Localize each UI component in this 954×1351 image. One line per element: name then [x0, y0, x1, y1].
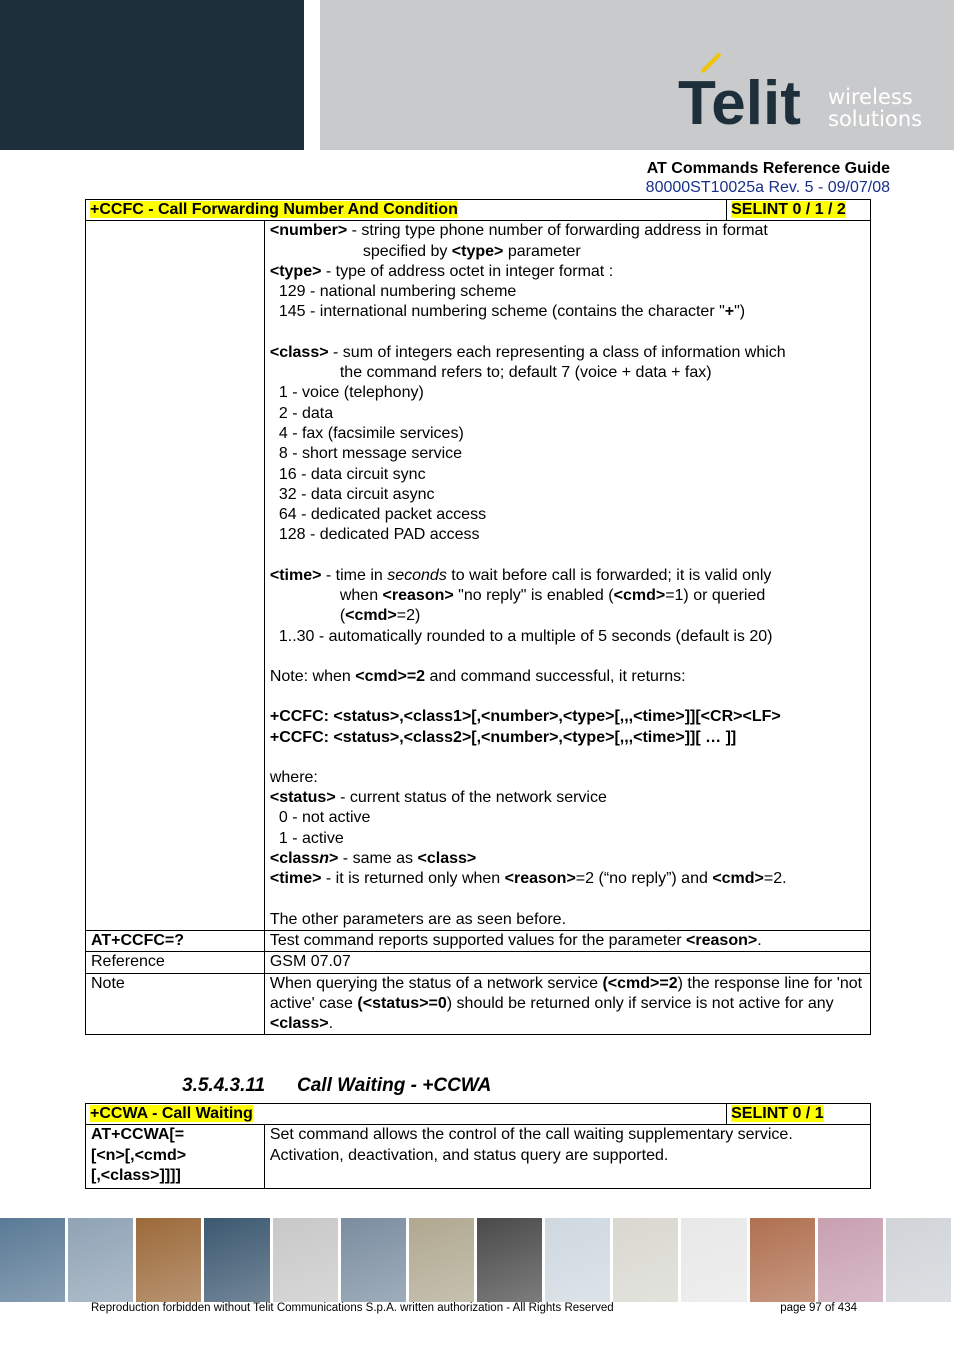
- ccfc-table: [85, 199, 871, 1035]
- footer-photo-tile: [136, 1218, 201, 1302]
- footer-photo-tile: [204, 1218, 269, 1302]
- section-heading: [182, 1075, 491, 1097]
- ccfc-selint: SELINT 0 / 1 / 2: [731, 201, 846, 218]
- reference-value: GSM 07.07: [264, 952, 870, 973]
- ccfc-title: +CCFC - Call Forwarding Number And Condition: [90, 201, 458, 218]
- ccwa-table: [85, 1103, 871, 1189]
- test-command: AT+CCFC=?: [91, 931, 185, 949]
- footer-photo-tile: [477, 1218, 542, 1302]
- footer-photo-tile: [886, 1218, 951, 1302]
- footer-photo-tile: [273, 1218, 338, 1302]
- params-cell: <number> - string type phone number of forwarding address in format specified by <type> parameter <type> - type of address octet in integer format : 129 - national numbering scheme 145 - international numbering scheme (contains the character "+") <class> - sum of integers each representing a class of information which the command refers to; default 7 (voice + data + fax) 1 - voice (telephony) 2 - data 4 - fax (facsimile services) 8 - short message service 16 - data circuit sync 32 - data circuit async 64 - dedicated packet access 128 - dedicated PAD access <time> - time in seconds to wait before call is forwarded; it is valid only when <reason> "no reply" is enabled (<cmd>=1) or queried (<cmd>=2) 1..30 - automatically rounded to a multiple of 5 seconds (default is 20) Note: when <cmd>=2 and command successful, it returns: +CCFC: <status>,<class1>[,<number>,<type>[,,,<time>]][<CR><LF> +CCFC: <status>,<class2>[,<number>,<type>[,,,<time>]][ … ]] where: <status> - current status of the network service 0 - not active 1 - active <classn> - same as <class> <time> - it is returned only when <reason>=2 (“no reply”) and <cmd>=2. The other parameters are as seen before.: [264, 221, 870, 931]
- ccfc-header-row: [86, 200, 871, 221]
- footer: [91, 1302, 861, 1314]
- footer-photo-tile: [545, 1218, 610, 1302]
- footer-photo-tile: [681, 1218, 746, 1302]
- guide-title: AT Commands Reference Guide: [646, 160, 890, 177]
- telit-logo: [676, 52, 936, 132]
- footer-photo-tile: [0, 1218, 65, 1302]
- svg-text:solutions: solutions: [828, 107, 923, 131]
- page-number: page 97 of 434: [780, 1302, 857, 1314]
- section-title: Call Waiting - +CCWA: [297, 1075, 492, 1096]
- ccfc-test-row: AT+CCFC=? Test command reports supported values for the parameter <reason>.: [86, 930, 871, 951]
- ccwa-header-row: [86, 1104, 871, 1125]
- footer-photo-tile: [750, 1218, 815, 1302]
- section-number: 3.5.4.3.11: [182, 1075, 266, 1096]
- footer-photo-tile: [613, 1218, 678, 1302]
- ccwa-description: Set command allows the control of the call waiting supplementary service. Activation, deactivation, and status query are supported.: [264, 1125, 870, 1189]
- footer-photo-tile: [818, 1218, 883, 1302]
- ccfc-note-row: Note When querying the status of a network service (<cmd>=2) the response line for 'not active' case (<status>=0) should be returned only if service is not active for any <class>.: [86, 973, 871, 1035]
- ccwa-title: +CCWA - Call Waiting: [90, 1105, 253, 1122]
- copyright-notice: Reproduction forbidden without Telit Communications S.p.A. written authorization - All Rights Reserved: [91, 1302, 614, 1314]
- header-dark-block: [0, 0, 304, 150]
- ccwa-set-row: AT+CCWA[= [<n>[,<cmd> [,<class>]]]] Set command allows the control of the call waiting supplementary service. Activation, deactivation, and status query are supported.: [86, 1125, 871, 1189]
- note-label: Note: [86, 973, 265, 1035]
- footer-photo-strip: [0, 1218, 954, 1302]
- footer-photo-tile: [68, 1218, 133, 1302]
- svg-text:Telit: Telit: [678, 69, 801, 132]
- document-id: 80000ST10025a Rev. 5 - 09/07/08: [645, 179, 890, 196]
- footer-photo-tile: [341, 1218, 406, 1302]
- footer-photo-tile: [409, 1218, 474, 1302]
- reference-label: Reference: [86, 952, 265, 973]
- ccwa-selint: SELINT 0 / 1: [731, 1105, 824, 1122]
- document-title-block: [646, 159, 890, 197]
- svg-text:wireless: wireless: [828, 85, 913, 109]
- ccfc-reference-row: [86, 952, 871, 973]
- empty-cell: [86, 221, 265, 931]
- ccfc-params-row: [86, 221, 871, 931]
